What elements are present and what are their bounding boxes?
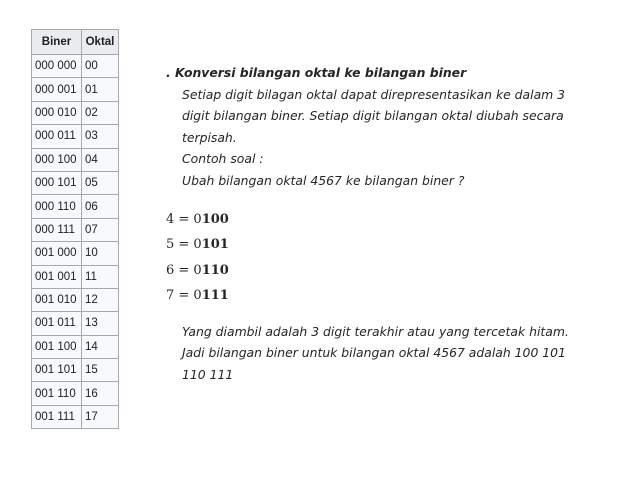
binary-octal-table: [31, 29, 119, 429]
cell-biner: 000 000: [32, 55, 82, 78]
table-row: [32, 218, 119, 241]
equation: [166, 207, 606, 232]
table-row: [32, 195, 119, 218]
conclusion-line: Jadi bilangan biner untuk bilangan oktal 4567 adalah 100 101: [182, 345, 566, 361]
intro-line: digit bilangan biner. Setiap digit bilangan oktal diubah secara: [182, 108, 564, 123]
intro-line: terpisah.: [182, 129, 237, 145]
cell-biner: 001 100: [32, 335, 82, 358]
explanation-text: [166, 62, 606, 385]
cell-oktal: 16: [82, 382, 119, 405]
cell-biner: 000 100: [32, 148, 82, 171]
cell-biner: 001 101: [32, 359, 82, 382]
cell-oktal: 06: [82, 195, 119, 218]
equation: [166, 258, 606, 283]
table-row: [32, 125, 119, 148]
cell-oktal: 14: [82, 335, 119, 358]
cell-biner: 001 010: [32, 288, 82, 311]
header-biner: Biner: [32, 30, 82, 55]
cell-oktal: 13: [82, 312, 119, 335]
cell-oktal: 17: [82, 405, 119, 428]
cell-biner: 000 001: [32, 78, 82, 101]
table-row: [32, 171, 119, 194]
cell-oktal: 15: [82, 359, 119, 382]
intro-line: Setiap digit bilagan oktal dapat direpresentasikan ke dalam 3: [182, 86, 566, 102]
table-row: [32, 359, 119, 382]
equation-lhs: 4 = 0: [166, 212, 202, 227]
equation-bold-bits: 100: [201, 212, 229, 227]
table-row: [32, 312, 119, 335]
conclusion-line: Yang diambil adalah 3 digit terakhir atau yang tercetak hitam.: [182, 323, 569, 339]
cell-oktal: 12: [82, 288, 119, 311]
conclusion-paragraph: [166, 321, 606, 386]
table-row: [32, 382, 119, 405]
cell-biner: 000 101: [32, 171, 82, 194]
conclusion-line: 110 111: [182, 366, 234, 382]
cell-oktal: 01: [82, 78, 119, 101]
equation-bold-bits: 110: [201, 262, 229, 278]
example-label: Contoh soal :: [182, 151, 264, 166]
equation-bold-bits: 101: [201, 237, 229, 253]
cell-biner: 000 111: [32, 218, 82, 241]
intro-paragraph: [166, 84, 606, 192]
equation-lhs: 7 = 0: [166, 288, 202, 304]
table-row: [32, 101, 119, 124]
cell-biner: 001 011: [32, 312, 82, 335]
table-row: [32, 148, 119, 171]
cell-oktal: 07: [82, 218, 119, 241]
header-oktal: Oktal: [82, 30, 119, 55]
table-row: [32, 335, 119, 358]
equation-lhs: 5 = 0: [166, 237, 202, 253]
section-heading: . Konversi bilangan oktal ke bilangan biner: [166, 65, 467, 80]
example-question: Ubah bilangan oktal 4567 ke bilangan biner ?: [182, 172, 465, 188]
cell-oktal: 03: [82, 125, 119, 148]
cell-biner: 001 001: [32, 265, 82, 288]
cell-oktal: 05: [82, 171, 119, 194]
cell-oktal: 04: [82, 148, 119, 171]
table-row: [32, 405, 119, 428]
cell-biner: 001 110: [32, 382, 82, 405]
cell-biner: 000 110: [32, 195, 82, 218]
table-row: [32, 288, 119, 311]
cell-oktal: 10: [82, 242, 119, 265]
cell-biner: 000 011: [32, 125, 82, 148]
equation: [166, 283, 606, 308]
cell-biner: 001 111: [32, 405, 82, 428]
conversion-equations: [166, 207, 606, 309]
equation-lhs: 6 = 0: [166, 262, 202, 278]
table-header-row: [32, 30, 119, 55]
cell-oktal: 11: [82, 265, 119, 288]
equation: [166, 232, 606, 257]
cell-oktal: 00: [82, 55, 119, 78]
table-row: [32, 55, 119, 78]
cell-oktal: 02: [82, 101, 119, 124]
cell-biner: 001 000: [32, 242, 82, 265]
table-row: [32, 242, 119, 265]
equation-bold-bits: 111: [201, 288, 229, 304]
table-row: [32, 78, 119, 101]
cell-biner: 000 010: [32, 101, 82, 124]
table-row: [32, 265, 119, 288]
